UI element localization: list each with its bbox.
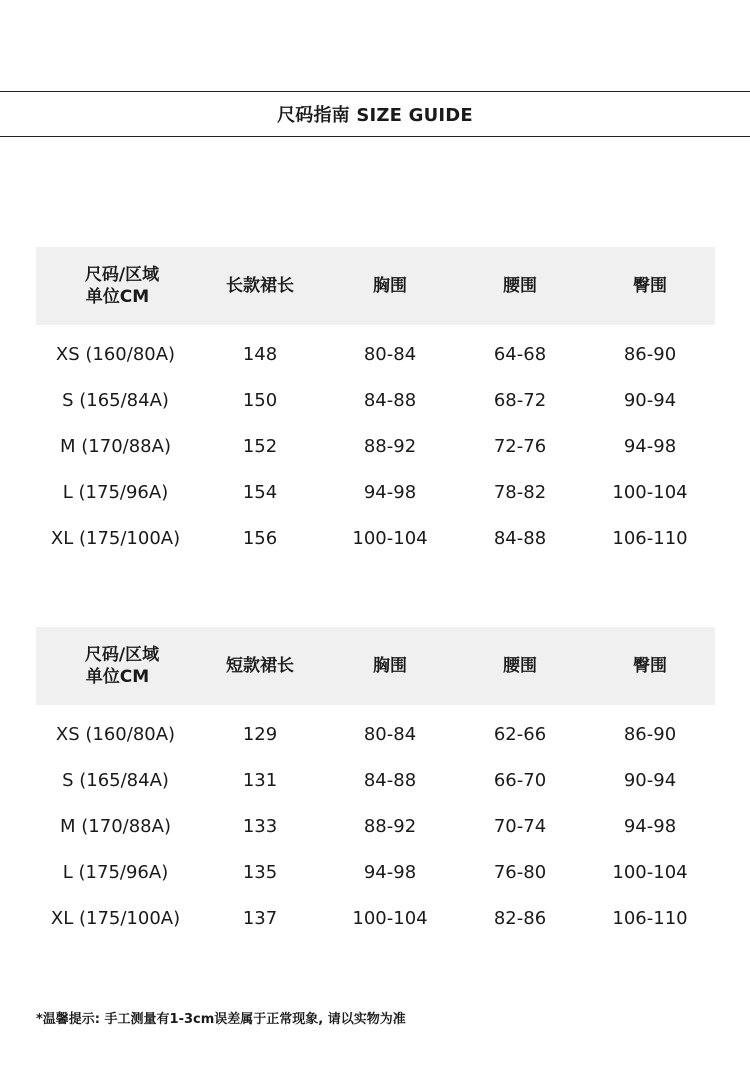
cell-hip: 106-110 bbox=[612, 527, 688, 549]
header-bust: 胸围 bbox=[373, 276, 407, 296]
cell-waist: 68-72 bbox=[493, 389, 547, 411]
cell-size: XS (160/80A) bbox=[55, 723, 176, 745]
header-size-line1: 尺码/区域 bbox=[84, 645, 160, 665]
cell-hip: 100-104 bbox=[612, 861, 688, 883]
cell-hip: 94-98 bbox=[623, 435, 677, 457]
cell-length: 129 bbox=[242, 723, 278, 745]
cell-size: XL (175/100A) bbox=[50, 907, 181, 929]
cell-hip: 86-90 bbox=[623, 343, 677, 365]
cell-length: 154 bbox=[242, 481, 278, 503]
table-row bbox=[36, 803, 715, 849]
cell-length: 156 bbox=[242, 527, 278, 549]
table-row bbox=[36, 849, 715, 895]
header-size-line2: 单位CM bbox=[85, 667, 150, 687]
cell-size: M (170/88A) bbox=[60, 815, 171, 837]
cell-size: XS (160/80A) bbox=[55, 343, 176, 365]
table-row bbox=[36, 331, 715, 377]
table-row bbox=[36, 377, 715, 423]
table-row bbox=[36, 895, 715, 941]
cell-bust: 100-104 bbox=[352, 527, 428, 549]
cell-length: 150 bbox=[242, 389, 278, 411]
header-hip: 臀围 bbox=[633, 656, 667, 676]
page-title: 尺码指南 SIZE GUIDE bbox=[277, 105, 473, 126]
cell-bust: 94-98 bbox=[363, 861, 417, 883]
cell-length: 133 bbox=[242, 815, 278, 837]
table-row bbox=[36, 515, 715, 561]
cell-size: L (175/96A) bbox=[62, 861, 169, 883]
header-waist: 腰围 bbox=[503, 276, 537, 296]
title-band bbox=[0, 91, 750, 137]
cell-size: XL (175/100A) bbox=[50, 527, 181, 549]
cell-bust: 94-98 bbox=[363, 481, 417, 503]
header-size-line1: 尺码/区域 bbox=[84, 265, 160, 285]
cell-hip: 106-110 bbox=[612, 907, 688, 929]
header-bust: 胸围 bbox=[373, 656, 407, 676]
cell-size: L (175/96A) bbox=[62, 481, 169, 503]
cell-bust: 100-104 bbox=[352, 907, 428, 929]
cell-bust: 84-88 bbox=[363, 389, 417, 411]
cell-waist: 78-82 bbox=[493, 481, 547, 503]
table-row bbox=[36, 423, 715, 469]
header-waist: 腰围 bbox=[503, 656, 537, 676]
cell-hip: 90-94 bbox=[623, 769, 677, 791]
cell-waist: 66-70 bbox=[493, 769, 547, 791]
cell-size: S (165/84A) bbox=[62, 769, 169, 791]
header-length: 短款裙长 bbox=[226, 656, 294, 676]
size-table-long bbox=[36, 247, 715, 561]
header-hip: 臀围 bbox=[633, 276, 667, 296]
cell-waist: 82-86 bbox=[493, 907, 547, 929]
cell-waist: 62-66 bbox=[493, 723, 547, 745]
cell-size: S (165/84A) bbox=[62, 389, 169, 411]
cell-waist: 76-80 bbox=[493, 861, 547, 883]
header-length: 长款裙长 bbox=[226, 276, 294, 296]
cell-bust: 88-92 bbox=[363, 435, 417, 457]
measurement-note: *温馨提示: 手工测量有1-3cm误差属于正常现象, 请以实物为准 bbox=[36, 1012, 406, 1027]
cell-waist: 84-88 bbox=[493, 527, 547, 549]
cell-length: 135 bbox=[242, 861, 278, 883]
header-size-region bbox=[36, 644, 195, 688]
cell-length: 137 bbox=[242, 907, 278, 929]
cell-bust: 80-84 bbox=[363, 723, 417, 745]
cell-size: M (170/88A) bbox=[60, 435, 171, 457]
cell-waist: 72-76 bbox=[493, 435, 547, 457]
header-size-line2: 单位CM bbox=[85, 287, 150, 307]
cell-waist: 70-74 bbox=[493, 815, 547, 837]
table-row bbox=[36, 711, 715, 757]
table-row bbox=[36, 469, 715, 515]
cell-waist: 64-68 bbox=[493, 343, 547, 365]
cell-length: 131 bbox=[242, 769, 278, 791]
cell-bust: 80-84 bbox=[363, 343, 417, 365]
table-row bbox=[36, 757, 715, 803]
table-header bbox=[36, 247, 715, 325]
header-size-region bbox=[36, 264, 195, 308]
cell-hip: 100-104 bbox=[612, 481, 688, 503]
cell-hip: 94-98 bbox=[623, 815, 677, 837]
table-header bbox=[36, 627, 715, 705]
cell-length: 152 bbox=[242, 435, 278, 457]
cell-bust: 88-92 bbox=[363, 815, 417, 837]
cell-length: 148 bbox=[242, 343, 278, 365]
cell-bust: 84-88 bbox=[363, 769, 417, 791]
cell-hip: 86-90 bbox=[623, 723, 677, 745]
cell-hip: 90-94 bbox=[623, 389, 677, 411]
size-table-short bbox=[36, 627, 715, 941]
